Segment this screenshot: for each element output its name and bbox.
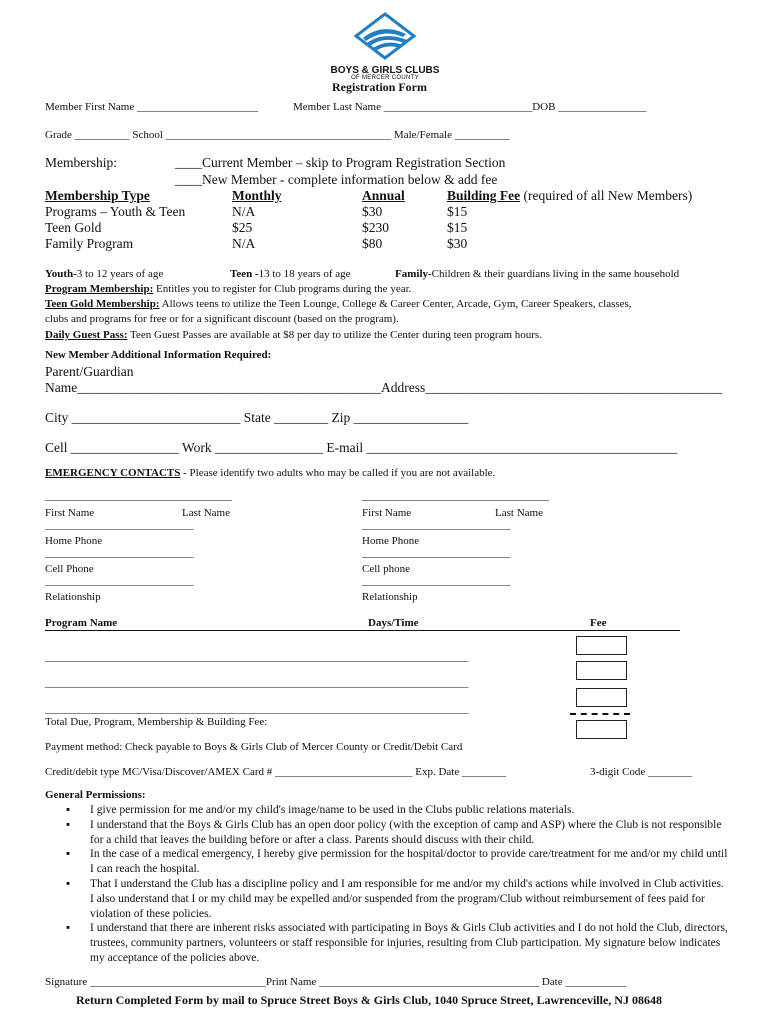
permission-item (58, 921, 728, 965)
teen-label: Teen - (230, 268, 259, 280)
program-table-header-rule (45, 630, 680, 631)
permission-text: In the case of a medical emergency, I hereby give permission for the hospital/doctor to provide care/treatment for me and/or my child until I can reach the hospital. (90, 848, 728, 876)
total-separator-dashes (570, 713, 630, 715)
family-text: Children & their guardians living in the same household (431, 268, 680, 280)
return-instructions: Return Completed Form by mail to Spruce Street Boys & Girls Club, 1040 Spruce Street, Lawrenceville, NJ 08648 (76, 993, 662, 1007)
contact1-relationship-line[interactable]: ___________________________ (45, 575, 194, 587)
permission-text: That I understand the Club has a discipline policy and I am responsible for me and/or my child's actions while involved in Club activities. I also understand that I or my child may be expelled and/or suspended from the program/Club without reimbursement of fees paid for violation of these policies. (90, 877, 724, 920)
guardian-name-address-field[interactable]: Name_____________________________________________Address____________________________________________ (45, 380, 723, 395)
building-fee-label: Building Fee (447, 188, 521, 203)
diamond-logo-icon (330, 10, 440, 62)
current-member-option[interactable]: ____Current Member – skip to Program Registration Section (175, 155, 506, 170)
contact2-home-phone-label: Home Phone (362, 535, 420, 547)
permission-text: I give permission for me and/or my child's image/name to be used in the Clubs public relations materials. (90, 804, 575, 816)
building-fee-header (447, 188, 692, 204)
fee-row-annual: $230 (362, 220, 389, 235)
fee-row-building: $30 (447, 236, 468, 251)
monthly-header: Monthly (232, 188, 282, 203)
card-code-field[interactable]: 3-digit Code ________ (590, 766, 693, 778)
new-member-info-heading: New Member Additional Information Required: (45, 349, 272, 361)
guest-pass-text: Teen Guest Passes are available at $8 per day to utilize the Center during teen program hours. (127, 329, 542, 341)
guest-pass-label: Daily Guest Pass: (45, 329, 128, 341)
permission-text: I understand that there are inherent risks associated with participating in Boys & Girls Club activities and I do not hold the Club, directors, trustees, community partners, volunteers or staff responsible for injuries, resulting from Club participation. My signature below indicates my acceptance of the policies above. (90, 922, 728, 964)
fee-row-building: $15 (447, 220, 468, 235)
fee-header: Fee (590, 617, 607, 629)
program-membership-def (45, 283, 411, 295)
emergency-contacts-heading (45, 467, 495, 479)
guest-pass-def (45, 329, 542, 341)
bullet-icon: ▪ (66, 877, 71, 890)
payment-method-text: Payment method: Check payable to Boys & Girls Club of Mercer County or Credit/Debit Card (45, 741, 463, 753)
contact2-last-name-label: Last Name (495, 507, 543, 519)
contact2-cell-line[interactable]: ___________________________ (362, 547, 511, 559)
permission-item (58, 818, 728, 848)
total-due-label: Total Due, Program, Membership & Building Fee: (45, 716, 268, 728)
annual-header: Annual (362, 188, 405, 203)
fee-row-type: Programs – Youth & Teen (45, 204, 186, 219)
contact2-cell-label: Cell phone (362, 563, 410, 575)
contact2-home-phone-line[interactable]: ___________________________ (362, 519, 511, 531)
days-time-header: Days/Time (368, 617, 419, 629)
family-note (395, 268, 679, 280)
contact1-cell-label: Cell Phone (45, 563, 94, 575)
teen-gold-label: Teen Gold Membership: (45, 298, 160, 310)
teen-gold-def (45, 298, 632, 310)
total-fee-box[interactable] (576, 720, 627, 739)
parent-guardian-label: Parent/Guardian (45, 364, 134, 379)
general-permissions-heading: General Permissions: (45, 789, 146, 801)
bullet-icon: ▪ (66, 818, 71, 831)
membership-label: Membership: (45, 155, 117, 170)
new-member-option[interactable]: ____New Member - complete information below & add fee (175, 172, 498, 187)
city-state-zip-field[interactable]: City _________________________ State ________ Zip _________________ (45, 410, 469, 425)
fee-input-box[interactable] (576, 636, 627, 655)
youth-label: Youth- (45, 268, 77, 280)
member-last-name-dob-field[interactable]: Member Last Name ___________________________DOB ________________ (293, 101, 647, 113)
contact2-relationship-line[interactable]: ___________________________ (362, 575, 511, 587)
signature-print-date-field[interactable]: Signature ________________________________Print Name ________________________________________ Date ___________ (45, 976, 626, 988)
teen-gold-text: Allows teens to utilize the Teen Lounge, College & Career Center, Arcade, Gym, Career Speakers, classes, (159, 298, 632, 310)
contact1-relationship-label: Relationship (45, 591, 101, 603)
permission-item (58, 847, 728, 877)
contact1-name-line[interactable]: __________________________________ (45, 490, 232, 502)
program-row-line[interactable]: _____________________________________________________________________________ (45, 703, 469, 715)
fee-input-box[interactable] (576, 688, 627, 707)
club-logo (330, 10, 440, 81)
contact2-name-line[interactable]: __________________________________ (362, 490, 549, 502)
program-name-header: Program Name (45, 617, 118, 629)
member-first-name-field[interactable]: Member First Name ______________________ (45, 101, 258, 113)
contact1-first-name-label: First Name (45, 507, 95, 519)
contact1-last-name-label: Last Name (182, 507, 230, 519)
fee-row-monthly: $25 (232, 220, 253, 235)
fee-row-building: $15 (447, 204, 468, 219)
logo-line2: OF MERCER COUNTY (351, 75, 419, 81)
card-info-field[interactable]: Credit/debit type MC/Visa/Discover/AMEX Card # _________________________ Exp. Date ________ (45, 766, 506, 778)
youth-age-note (45, 268, 163, 280)
permission-item (58, 803, 728, 818)
program-row-line[interactable]: _____________________________________________________________________________ (45, 677, 469, 689)
fee-row-type: Teen Gold (45, 220, 102, 235)
fee-row-annual: $80 (362, 236, 383, 251)
youth-text: 3 to 12 years of age (76, 268, 164, 280)
bullet-icon: ▪ (66, 922, 71, 935)
cell-work-email-field[interactable]: Cell ________________ Work ________________ E-mail ______________________________________________ (45, 440, 678, 455)
form-title: Registration Form (332, 80, 427, 94)
contact1-home-phone-label: Home Phone (45, 535, 103, 547)
teen-gold-def-cont: clubs and programs for free or for a significant discount (based on the program). (45, 313, 399, 325)
emergency-contacts-label: EMERGENCY CONTACTS (45, 467, 181, 479)
fee-row-monthly: N/A (232, 236, 256, 251)
contact2-first-name-label: First Name (362, 507, 412, 519)
program-membership-label: Program Membership: (45, 283, 154, 295)
family-label: Family- (395, 268, 432, 280)
contact1-cell-line[interactable]: ___________________________ (45, 547, 194, 559)
permission-item (58, 877, 728, 921)
building-fee-note: (required of all New Members) (520, 188, 693, 203)
emergency-contacts-note: - Please identify two adults who may be called if you are not available. (180, 467, 496, 479)
fee-input-box[interactable] (576, 661, 627, 680)
permissions-list (58, 803, 728, 966)
fee-row-type: Family Program (45, 236, 134, 251)
permission-text: I understand that the Boys & Girls Club has an open door policy (with the exception of camp and ASP) where the Club is not responsible for a child that leaves the building before or after a class. Parents should discuss with their child. (90, 818, 722, 846)
program-row-line[interactable]: _____________________________________________________________________________ (45, 651, 469, 663)
membership-type-header: Membership Type (45, 188, 150, 203)
contact2-relationship-label: Relationship (362, 591, 418, 603)
grade-school-gender-field[interactable]: Grade __________ School _________________________________________ Male/Female __________ (45, 129, 510, 141)
logo-line1: BOYS & GIRLS CLUBS (330, 65, 440, 76)
teen-age-note (230, 268, 351, 280)
bullet-icon: ▪ (66, 848, 71, 861)
teen-text: 13 to 18 years of age (258, 268, 351, 280)
fee-row-annual: $30 (362, 204, 383, 219)
program-membership-text: Entitles you to register for Club programs during the year. (153, 283, 412, 295)
contact1-home-phone-line[interactable]: ___________________________ (45, 519, 194, 531)
fee-row-monthly: N/A (232, 204, 256, 219)
bullet-icon: ▪ (66, 804, 71, 816)
